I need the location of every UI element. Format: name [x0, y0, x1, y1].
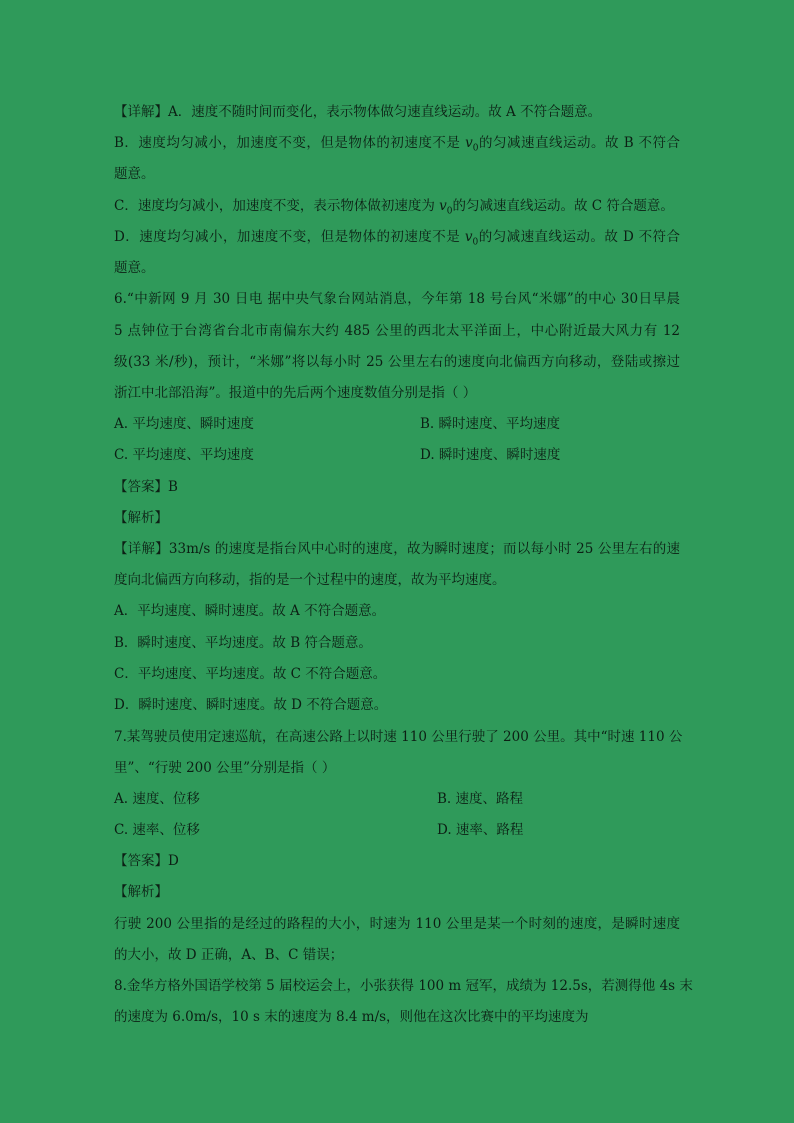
question-6-explain-c: C．平均速度、平均速度。故 C 不符合题意。 — [114, 666, 387, 682]
v0-symbol: $v_0$ — [465, 135, 479, 154]
question-6-explain-a: A．平均速度、瞬时速度。故 A 不符合题意。 — [114, 603, 386, 619]
explanation-line-d-cont: 题意。 — [114, 260, 155, 276]
question-6-explain-d: D．瞬时速度、瞬时速度。故 D 不符合题意。 — [114, 697, 388, 713]
question-6-line-3: 级(33 米/秒)，预计，“米娜”将以每小时 25 公里左右的速度向北偏西方向移动，登陆或擦过 — [114, 354, 680, 370]
question-6-line-2: 5 点钟位于台湾省台北市南偏东大约 485 公里的西北太平洋面上，中心附近最大风力有 12 — [114, 323, 680, 339]
question-6-detail-line-1: 【详解】33m/s 的速度是指台风中心时的速度，故为瞬时速度；而以每小时 25 公里左右的速 — [114, 541, 680, 557]
explanation-line-d — [114, 227, 680, 253]
question-6-option-d: D. 瞬时速度、瞬时速度 — [420, 447, 561, 463]
explanation-line-a: 【详解】A．速度不随时间而变化，表示物体做匀速直线运动。故 A 不符合题意。 — [114, 104, 602, 120]
explanation-line-c — [114, 196, 674, 222]
v0-symbol: $v_0$ — [439, 198, 453, 217]
explanation-line-c-text2: 的匀减速直线运动。故 C 符合题意。 — [452, 198, 674, 214]
question-6-option-a: A. 平均速度、瞬时速度 — [114, 416, 254, 432]
question-6-option-c: C. 平均速度、平均速度 — [114, 447, 254, 463]
explanation-line-b-cont: 题意。 — [114, 166, 155, 182]
question-7-answer: 【答案】D — [114, 853, 179, 869]
question-7-analysis-heading: 【解析】 — [114, 884, 168, 900]
question-7-option-a: A. 速度、位移 — [114, 791, 200, 807]
question-6-line-1: 6.“中新网 9 月 30 日电 据中央气象台网站消息，今年第 18 号台风“米娜”的中心 30日早晨 — [114, 291, 680, 307]
question-6-explain-b: B．瞬时速度、平均速度。故 B 符合题意。 — [114, 635, 372, 651]
question-6-line-4: 浙江中北部沿海”。报道中的先后两个速度数值分别是指（ ） — [114, 385, 477, 401]
question-7-detail-line-1: 行驶 200 公里指的是经过的路程的大小，时速为 110 公里是某一个时刻的速度，是瞬时速度 — [114, 916, 680, 932]
explanation-line-b-text1: B．速度均匀减小，加速度不变，但是物体的初速度不是 — [114, 135, 466, 151]
question-6-detail-line-2: 度向北偏西方向移动，指的是一个过程中的速度，故为平均速度。 — [114, 572, 506, 588]
question-8-line-1: 8.金华方格外国语学校第 5 届校运会上，小张获得 100 m 冠军，成绩为 12.5s，若测得他 4s 末 — [114, 978, 693, 994]
explanation-line-d-text1: D．速度均匀减小，加速度不变，但是物体的初速度不是 — [114, 229, 465, 245]
question-6-option-b: B. 瞬时速度、平均速度 — [420, 416, 561, 432]
explanation-line-b — [114, 133, 680, 159]
question-8-line-2: 的速度为 6.0m/s，10 s 末的速度为 8.4 m/s，则他在这次比赛中的平均速度为 — [114, 1009, 589, 1025]
explanation-line-d-text2: 的匀减速直线运动。故 D 不符合 — [478, 229, 680, 245]
question-6-answer: 【答案】B — [114, 479, 178, 495]
question-7-line-1: 7.某驾驶员使用定速巡航，在高速公路上以时速 110 公里行驶了 200 公里。其中“时速 110 公 — [114, 729, 683, 745]
question-7-option-b: B. 速度、路程 — [437, 791, 524, 807]
v0-symbol: $v_0$ — [464, 229, 479, 248]
question-6-analysis-heading: 【解析】 — [114, 510, 168, 526]
explanation-line-c-text1: C．速度均匀减小，加速度不变，表示物体做初速度为 — [114, 198, 440, 214]
question-7-option-d: D. 速率、路程 — [437, 822, 524, 838]
question-7-option-c: C. 速率、位移 — [114, 822, 200, 838]
explanation-line-b-text2: 的匀减速直线运动。故 B 不符合 — [478, 135, 680, 151]
question-7-detail-line-2: 的大小，故 D 正确，A、B、C 错误； — [114, 947, 344, 963]
question-7-line-2: 里”、“行驶 200 公里”分别是指（ ） — [114, 760, 336, 776]
